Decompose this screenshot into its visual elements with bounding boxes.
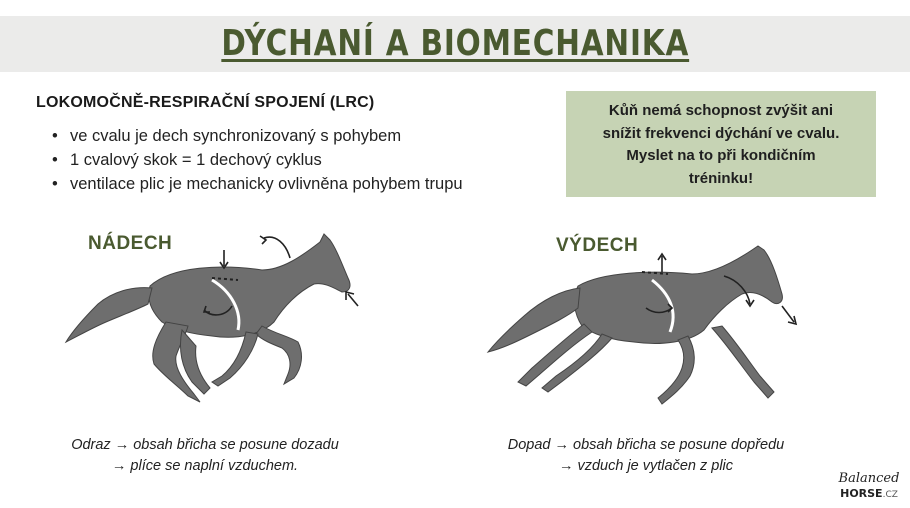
inhale-caption: [40, 435, 370, 477]
exhale-caption-line1: Dopad → obsah břicha se posune dopředu: [507, 437, 785, 453]
horse-tail-shape: [66, 288, 152, 342]
exhale-label: VÝDECH: [556, 235, 639, 256]
bullet-item: • ventilace plic je mechanicky ovlivněna pohybem trupu: [52, 172, 463, 196]
note-box: [566, 91, 876, 197]
horse-body-shape: [149, 234, 350, 337]
bullet-list: [52, 124, 463, 196]
logo-script: Balanced: [838, 471, 900, 486]
horse-leg-shape: [712, 326, 774, 398]
inhale-horse-illustration: [62, 226, 372, 416]
horse-leg-shape: [212, 332, 258, 386]
air-in-arrow-icon: [348, 294, 358, 306]
logo-suffix-text: .CZ: [882, 490, 898, 500]
exhale-horse-illustration: [482, 236, 802, 422]
bullet-item: • 1 cvalový skok = 1 dechový cyklus: [52, 148, 463, 172]
exhale-caption: [476, 435, 816, 477]
page-title-text: DÝCHANÍ A BIOMECHANIKA: [221, 23, 689, 64]
note-line: Myslet na to při kondičním: [626, 147, 816, 164]
exhale-caption-line2: → vzduch je vytlačen z plic: [558, 458, 734, 474]
horse-leg-shape: [256, 326, 301, 384]
bullet-item: • ve cvalu je dech synchronizovaný s pohybem: [52, 124, 463, 148]
inhale-label: NÁDECH: [88, 233, 173, 254]
balanced-horse-logo: [836, 472, 902, 506]
section-heading: LOKOMOČNĚ-RESPIRAČNÍ SPOJENÍ (LRC): [36, 94, 375, 111]
note-line: snížit frekvenci dýchání ve cvalu.: [602, 124, 840, 142]
horse-body-shape: [575, 246, 783, 344]
note-line: tréninku!: [688, 169, 754, 187]
page-title: [0, 16, 910, 72]
inhale-caption-line2: → plíce se naplní vzduchem.: [111, 458, 299, 474]
inhale-caption-line1: Odraz → obsah břicha se posune dozadu: [71, 437, 339, 453]
logo-horse-text: HORSE: [840, 487, 883, 500]
logo-wordmark: [836, 486, 902, 502]
note-line: Kůň nemá schopnost zvýšit ani: [608, 102, 834, 119]
horse-leg-shape: [658, 336, 694, 404]
air-out-arrow-icon: [782, 306, 794, 322]
curved-arrow-icon: [264, 237, 290, 258]
